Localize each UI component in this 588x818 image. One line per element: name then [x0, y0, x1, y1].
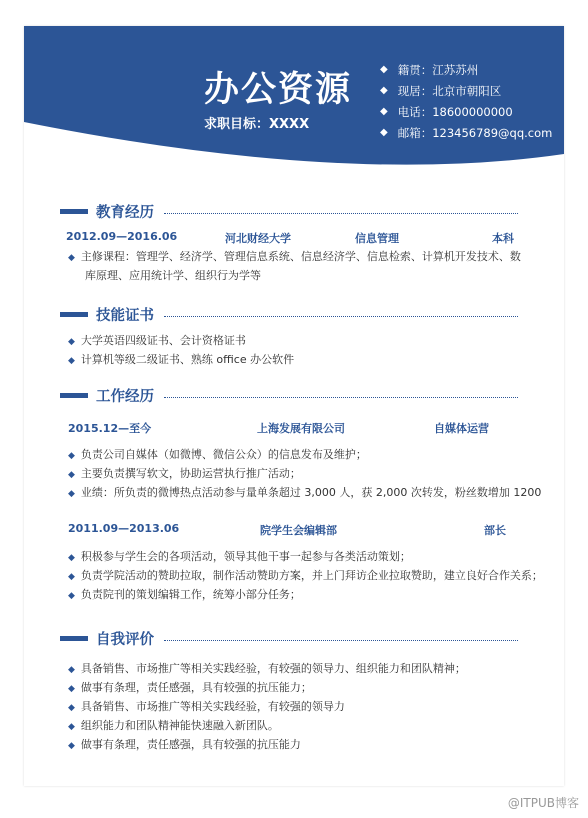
- dotted-divider: [164, 213, 518, 214]
- job-item: ◆ 主要负责撰写软文，协助运营执行推广活动；: [68, 467, 301, 480]
- diamond-icon: ◆: [68, 553, 75, 563]
- section-bar: [60, 636, 88, 641]
- dotted-divider: [164, 397, 518, 398]
- job-company: 院学生会编辑部: [260, 524, 337, 537]
- dotted-divider: [164, 316, 518, 317]
- diamond-icon: ◆: [380, 64, 388, 75]
- job-item: ◆ 积极参与学生会的各项活动，领导其他干事一起参与各类活动策划；: [68, 550, 411, 563]
- dotted-divider: [164, 640, 518, 641]
- skill-item: ◆ 大学英语四级证书、会计资格证书: [68, 334, 246, 347]
- section-title: 教育经历: [96, 205, 154, 221]
- diamond-icon: ◆: [68, 572, 75, 582]
- diamond-icon: ◆: [68, 665, 75, 675]
- job-role: 部长: [484, 524, 506, 537]
- edu-period: 2012.09—2016.06: [66, 230, 178, 243]
- diamond-icon: ◆: [380, 127, 388, 138]
- section-bar: [60, 209, 88, 214]
- job-item: ◆ 负责院刊的策划编辑工作，统筹小部分任务；: [68, 588, 301, 601]
- job-item: ◆ 负责学院活动的赞助拉取，制作活动赞助方案，并上门拜访企业拉取赞助，建立良好合作关系；: [68, 569, 543, 582]
- contact-phone: ◆ 电话：18600000000: [380, 104, 513, 119]
- job-objective: 求职目标：XXXX: [204, 117, 310, 132]
- contact-residence: ◆ 现居：北京市朝阳区: [380, 83, 502, 98]
- diamond-icon: ◆: [68, 591, 75, 601]
- skill-item: ◆ 计算机等级二级证书、熟练 office 办公软件: [68, 353, 295, 366]
- diamond-icon: ◆: [68, 703, 75, 713]
- diamond-icon: ◆: [68, 253, 75, 263]
- candidate-name: 办公资源: [204, 70, 353, 110]
- diamond-icon: ◆: [380, 106, 388, 117]
- self-item: ◆ 具备销售、市场推广等相关实践经验，有较强的领导力、组织能力和团队精神；: [68, 662, 466, 675]
- job-company: 上海发展有限公司: [257, 422, 345, 435]
- contact-hometown: ◆ 籍贯：江苏苏州: [380, 62, 479, 77]
- section-title: 技能证书: [96, 308, 154, 324]
- job-period: 2015.12—至今: [68, 422, 152, 435]
- resume-page: [24, 26, 564, 786]
- job-role: 自媒体运营: [434, 422, 489, 435]
- edu-courses-cont: 库原理、应用统计学、组织行为学等: [85, 269, 261, 282]
- diamond-icon: ◆: [68, 451, 75, 461]
- section-skills: [60, 304, 518, 325]
- section-work: [60, 385, 518, 406]
- edu-degree: 本科: [492, 232, 514, 245]
- edu-courses: ◆ 主修课程：管理学、经济学、管理信息系统、信息经济学、信息检索、计算机开发技术、数: [68, 250, 521, 263]
- self-item: ◆ 具备销售、市场推广等相关实践经验，有较强的领导力: [68, 700, 345, 713]
- edu-school: 河北财经大学: [225, 232, 291, 245]
- contact-list: [380, 59, 552, 143]
- self-item: ◆ 做事有条理，责任感强，具有较强的抗压能力；: [68, 681, 312, 694]
- contact-email: ◆ 邮箱：123456789@qq.com: [380, 125, 553, 140]
- diamond-icon: ◆: [68, 337, 75, 347]
- section-bar: [60, 312, 88, 317]
- self-item: ◆ 做事有条理，责任感强，具有较强的抗压能力: [68, 738, 301, 751]
- edu-major: 信息管理: [355, 232, 399, 245]
- watermark: @ITPUB博客: [507, 796, 579, 810]
- diamond-icon: ◆: [68, 489, 75, 499]
- section-bar: [60, 393, 88, 398]
- job-period: 2011.09—2013.06: [68, 522, 180, 535]
- self-item: ◆ 组织能力和团队精神能快速融入新团队。: [68, 719, 279, 732]
- diamond-icon: ◆: [68, 470, 75, 480]
- section-title: 自我评价: [96, 632, 154, 648]
- diamond-icon: ◆: [380, 85, 388, 96]
- diamond-icon: ◆: [68, 684, 75, 694]
- section-self: [60, 628, 518, 649]
- section-education: [60, 201, 518, 222]
- diamond-icon: ◆: [68, 722, 75, 732]
- job-item: ◆ 负责公司自媒体（如微博、微信公众）的信息发布及维护；: [68, 448, 367, 461]
- diamond-icon: ◆: [68, 741, 75, 751]
- diamond-icon: ◆: [68, 356, 75, 366]
- job-item: ◆ 业绩：所负责的微博热点活动参与量单条超过 3,000 人，获 2,000 次转发，粉丝数增加 1200: [68, 486, 542, 499]
- section-title: 工作经历: [96, 389, 154, 405]
